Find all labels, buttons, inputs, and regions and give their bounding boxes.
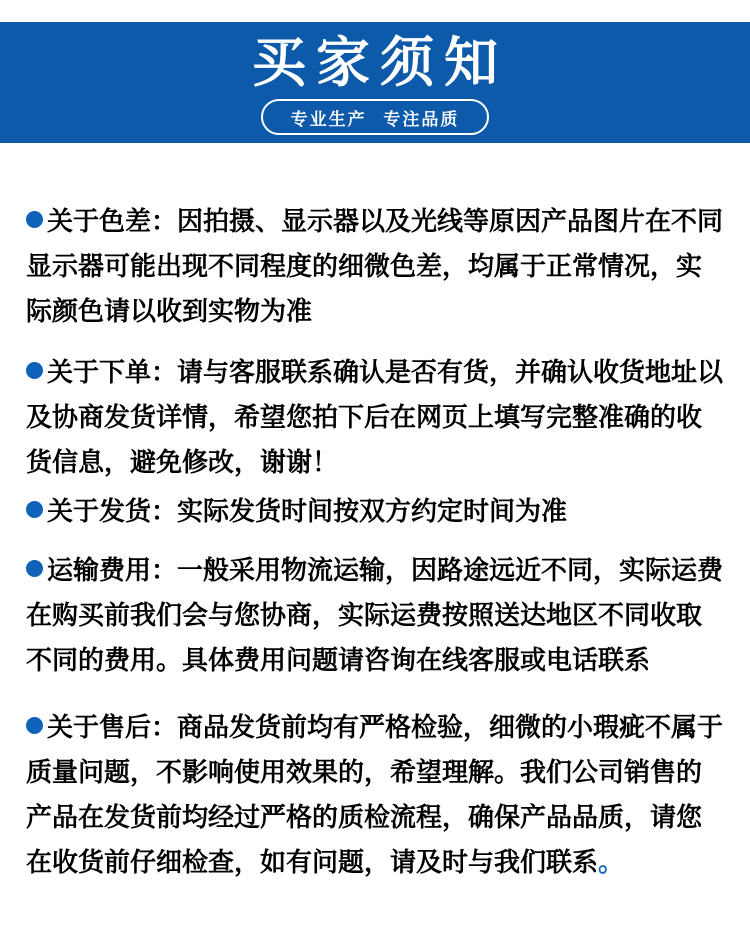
section-after-sales-text: 关于售后：商品发货前均有严格检验，细微的小瑕疵不属于质量问题，不影响使用效果的，希望理解。我们公司销售的产品在发货前均经过严格的质检流程，确保产品品质，请您在收货前仔细检查，如有问题，请及时与我们联系: [26, 712, 724, 877]
header-banner: [0, 22, 750, 143]
bullet-dot-icon: [26, 560, 43, 577]
quality-badge: [261, 99, 490, 135]
notice-content: [0, 199, 750, 885]
section-freight: [26, 548, 724, 683]
section-after-sales: [26, 705, 724, 885]
top-white-strip: [0, 0, 750, 22]
section-freight-text: 运输费用：一般采用物流运输，因路途远近不同，实际运费在购买前我们会与您协商，实际运费按照送达地区不同收取不同的费用。具体费用问题请咨询在线客服或电话联系: [26, 555, 724, 675]
section-shipping-text: 关于发货：实际发货时间按双方约定时间为准: [47, 496, 568, 526]
page-title: 买家须知: [252, 33, 508, 93]
bullet-dot-icon: [26, 501, 43, 518]
section-ordering-text: 关于下单：请与客服联系确认是否有货，并确认收货地址以及协商发货详情，希望您拍下后在网页上填写完整准确的收货信息，避免修改，谢谢！: [26, 357, 724, 477]
bullet-dot-icon: [26, 717, 43, 734]
section-color-difference-text: 关于色差：因拍摄、显示器以及光线等原因产品图片在不同显示器可能出现不同程度的细微色差，均属于正常情况，实际颜色请以收到实物为准: [26, 206, 724, 326]
bullet-dot-icon: [26, 362, 43, 379]
section-shipping: [26, 489, 724, 534]
bullet-dot-icon: [26, 211, 43, 228]
section-after-sales-period: 。: [598, 847, 625, 877]
section-ordering: [26, 350, 724, 485]
quality-badge-label: 专业生产 专注品质: [290, 109, 460, 129]
section-color-difference: [26, 199, 724, 334]
